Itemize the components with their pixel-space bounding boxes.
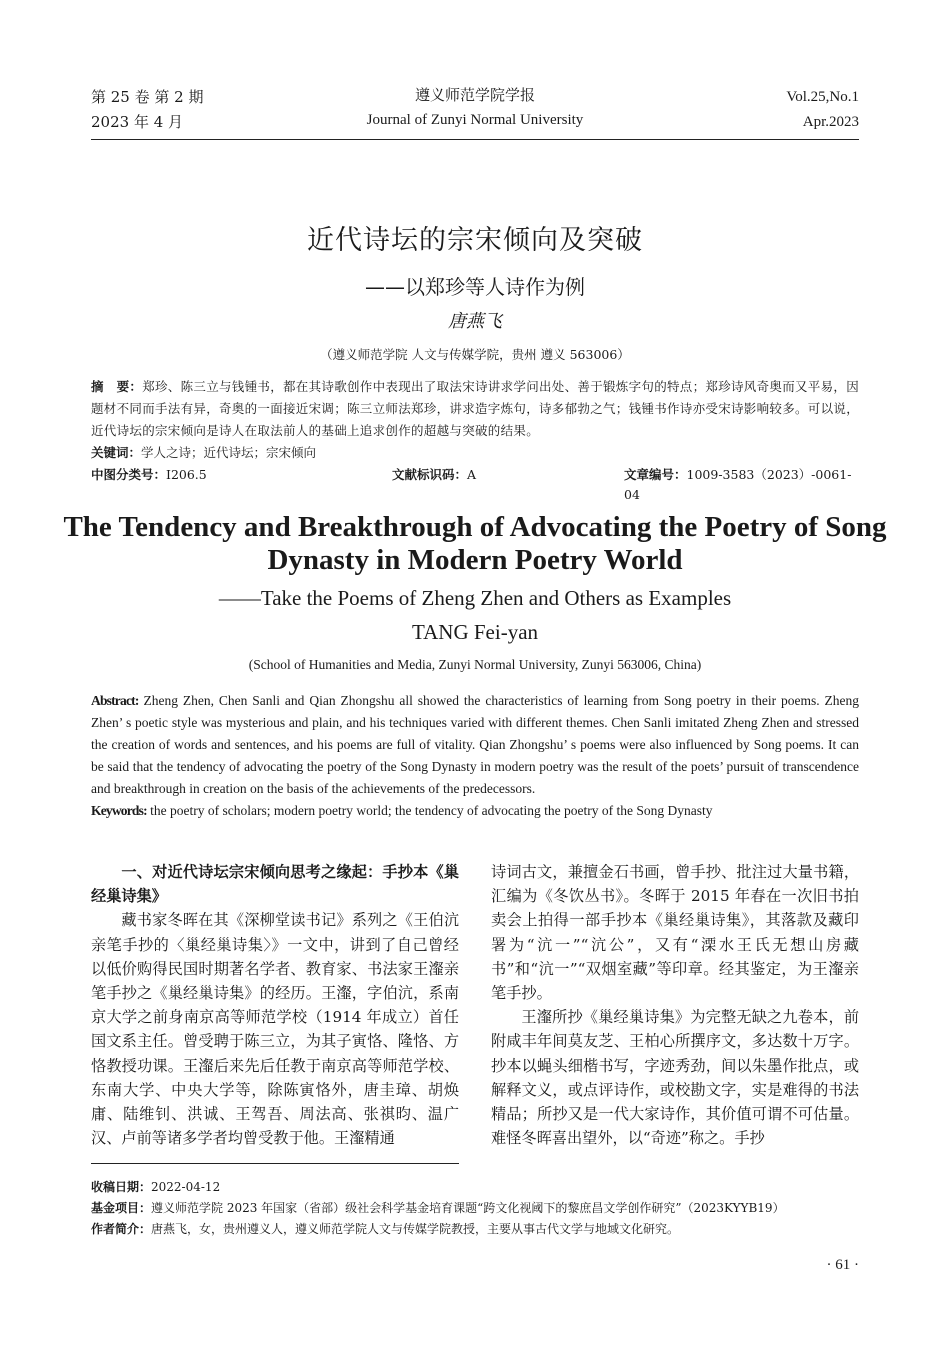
header-issue: 第 25 卷 第 2 期: [91, 88, 204, 106]
article-number: [624, 465, 859, 505]
cn-keywords: [91, 443, 859, 463]
header-date: 2023 年 4 月: [91, 113, 184, 131]
article-number-label: 文章编号：: [624, 467, 687, 482]
footnote-fund: [91, 1198, 871, 1218]
author-bio-value: 唐燕飞，女，贵州遵义人，遵义师范学院人文与传媒学院教授，主要从事古代文学与地域文化研究。: [151, 1222, 680, 1236]
clc-code: [91, 465, 207, 485]
header-month: Apr.2023: [802, 114, 859, 130]
author-name: 唐燕飞: [448, 311, 502, 332]
author-bio-label: 作者简介：: [91, 1222, 152, 1236]
received-value: 2022-04-12: [151, 1180, 221, 1194]
body-paragraph: 藏书家冬晖在其《深柳堂读书记》系列之《王伯沆亲笔手抄的〈巢经巢诗集〉》一文中，讲到了自己曾经以低价购得民国时期著名学者、教育家、书法家王瀣亲笔手抄之《巢经巢诗集》的经历。王瀣，字伯沆，系南京大学之前身南京高等师范学校（1914 年成立）首任国文系主任。曾受聘于陈三立，为其子寅恪、隆恪、方恪教授功课。王瀣后来先后任教于南京高等师范学校、东南大学、中央大学等，除陈寅恪外，唐圭璋、胡焕庸、陆维钊、洪诚、王驾吾、周法高、张祺昀、温广汉、卢前等诸多学者均曾受教于他。王瀣精通: [91, 911, 459, 1148]
en-keywords-text: the poetry of scholars; modern poetry world; the tendency of advocating the poetry of the Song Dynasty: [146, 803, 713, 818]
cn-keywords-text: 学人之诗；近代诗坛；宗宋倾向: [141, 445, 317, 460]
cn-abstract-text: 郑珍、陈三立与钱锺书，都在其诗歌创作中表现出了取法宋诗讲求学问出处、善于锻炼字句的特点；郑珍诗风奇奥而又平易，因题材不同而手法有异，奇奥的一面接近宋调；陈三立师法郑珍，讲求造字炼句，诗多郁勃之气；钱锺书作诗亦受宋诗影响较多。可以说，近代诗坛的宗宋倾向是诗人在取法前人的基础上追求创作的超越与突破的结果。: [91, 379, 860, 438]
body-paragraph: 诗词古文，兼擅金石书画，曾手抄、批注过大量书籍，汇编为《冬饮丛书》。冬晖于 2015 年春在一次旧书拍卖会上拍得一部手抄本《巢经巢诗集》，其落款及藏印署为“沆一”“沆公”，又有“溧水王氏无想山房藏书”和“沆一”“双烟室藏”等印章。经其鉴定，为王瀣亲笔手抄。: [491, 863, 859, 1003]
en-subtitle: ——Take the Poems of Zheng Zhen and Others as Examples: [218, 586, 732, 610]
body-left-column: [91, 860, 459, 1150]
page-number: · 61 ·: [826, 1257, 859, 1273]
author-affiliation: （遵义师范学院 人文与传媒学院，贵州 遵义 563006）: [320, 347, 630, 362]
en-abstract-label: Abstract:: [91, 693, 139, 708]
fund-value: 遵义师范学院 2023 年国家（省部）级社会科学基金培育课题“跨文化视阈下的黎庶昌文学创作研究”（2023KYYB19）: [151, 1201, 785, 1215]
cn-abstract: [91, 376, 859, 442]
en-abstract-text: Zheng Zhen, Chen Sanli and Qian Zhongshu all showed the characteristics of learning from Song poetry in their poems. Zheng Zhen’ s poetic style was mysterious and plain, and his techniques varied with different themes. Chen Sanli imitated Zheng Zhen and stressed the creation of words and sentences, and his poems are full of vitality. Qian Zhongshu’ s poems were also influenced by Song poems. It can be said that the tendency of advocating the poetry of the Song Dynasty in modern poetry was the result of the poets’ pursuit of transcendence and breakthrough in creation on the basis of the achievements of the predecessors.: [91, 693, 859, 796]
body-right-column: [491, 860, 859, 1150]
section-heading: 一、对近代诗坛宗宋倾向思考之缘起：手抄本《巢经巢诗集》: [91, 863, 459, 906]
en-abstract: [91, 690, 859, 800]
header-journal-cn: 遵义师范学院学报: [414, 86, 535, 104]
received-label: 收稿日期：: [91, 1180, 152, 1194]
fund-label: 基金项目：: [91, 1201, 152, 1215]
footnote-received: [91, 1177, 871, 1197]
article-number-value: 1009-3583（2023）-0061-04: [624, 467, 852, 502]
doc-code-value: A: [467, 467, 477, 482]
doc-code: [392, 465, 476, 485]
cn-abstract-label: 摘 要：: [91, 379, 143, 394]
clc-value: I206.5: [166, 467, 207, 482]
header-rule: [91, 139, 859, 140]
en-author: TANG Fei-yan: [411, 620, 539, 644]
en-keywords: [91, 800, 859, 822]
page-subtitle: ——以郑珍等人诗作为例: [365, 275, 585, 299]
en-title: The Tendency and Breakthrough of Advocating the Poetry of Song Dynasty in Modern Poetry World: [63, 511, 887, 576]
footnote-rule: [91, 1163, 459, 1164]
header-volume: Vol.25,No.1: [786, 89, 859, 105]
en-affiliation: (School of Humanities and Media, Zunyi Normal University, Zunyi 563006, China): [248, 657, 702, 672]
doc-code-label: 文献标识码：: [392, 467, 468, 482]
clc-label: 中图分类号：: [91, 467, 167, 482]
en-keywords-label: Keywords:: [91, 803, 147, 818]
header-journal-en: Journal of Zunyi Normal University: [366, 112, 584, 128]
body-paragraph: 王瀣所抄《巢经巢诗集》为完整无缺之九卷本，前附咸丰年间莫友芝、王柏心所撰序文，多达数十万字。抄本以蝇头细楷书写，字迹秀劲，间以朱墨作批点，或解释文义，或点评诗作，或校勘文字，实是难得的书法精品；所抄又是一代大家诗作，其价值可谓不可估量。难怪冬晖喜出望外，以“奇迹”称之。手抄: [491, 1008, 859, 1148]
cn-keywords-label: 关键词：: [91, 445, 142, 460]
footnote-author: [91, 1219, 871, 1239]
page-title: 近代诗坛的宗宋倾向及突破: [307, 225, 643, 256]
